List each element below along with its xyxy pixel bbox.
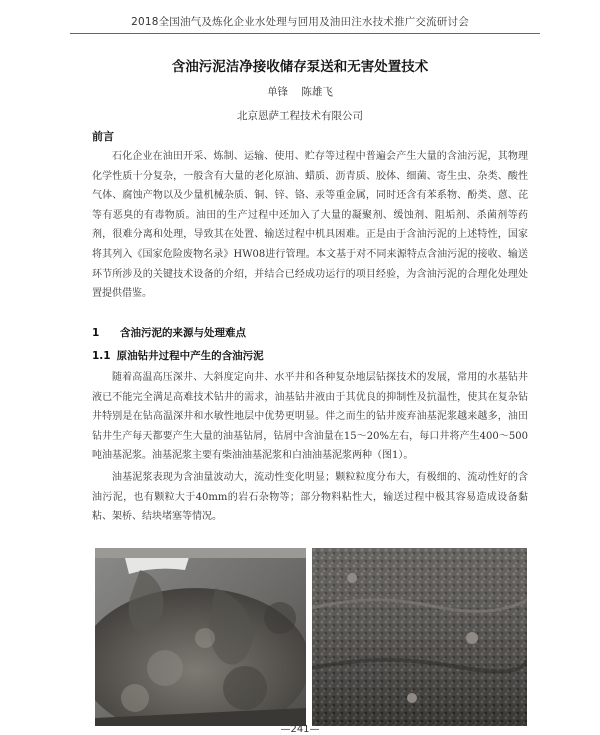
section-1-1-heading xyxy=(92,348,264,363)
section-1-heading xyxy=(92,325,246,340)
preface-heading: 前言 xyxy=(92,130,114,143)
figure-drill-cuttings xyxy=(312,548,527,726)
article-affiliation: 北京恩萨工程技术有限公司 xyxy=(237,110,363,122)
section-1-1-title: 原油钻井过程中产生的含油污泥 xyxy=(116,350,264,362)
figure-oil-sludge-tank xyxy=(95,548,306,726)
section-1-1-paragraph-1: 随着高温高压深井、大斜度定向井、水平井和各种复杂地层钻探技术的发展，常用的水基钻井液已不能完全满足高难技术钻井的需求，油基钻井液由于其优良的抑制性及抗温性，使其在复杂钻井特别是在钻高温深井和水敏性地层中优势更明显。伴之而生的钻井废弃油基泥浆越来越多，油田钻井生产每天都要产生大量的油基钻屑，钻屑中含油量在15～20%左右，每口井将产生400～500吨油基泥浆。油基泥浆主要有柴油油基泥浆和白油油基泥浆两种（图1）。 xyxy=(92,372,528,462)
section-1-number: 1 xyxy=(92,327,100,339)
section-1-1-number: 1.1 xyxy=(92,350,111,362)
preface-paragraph: 石化企业在油田开采、炼制、运输、使用、贮存等过程中普遍会产生大量的含油污泥，其物理化学性质十分复杂，一般含有大量的老化原油、蜡质、沥青质、胶体、细菌、寄生虫、杂类、酸性气体、腐蚀产物以及少量机械杂质、铜、锌、铬、汞等重金属，同时还含有苯系物、酚类、蒽、芘等有恶臭的有毒物质。油田的生产过程中还加入了大量的凝聚剂、缓蚀剂、阻垢剂、杀菌剂等药剂，很难分离和处理，导致其在处置、输送过程中机具困难。正是由于含油污泥的上述特性，国家将其列入《国家危险废物名录》HW08进行管理。本文基于对不同来源特点含油污泥的接收、输送环节所涉及的关键技术设备的介绍，并结合已经成功运行的项目经验，为含油污泥的合理化处理处置提供借鉴。 xyxy=(92,151,528,300)
running-header: 2018全国油气及炼化企业水处理与回用及油田注水技术推广交流研讨会 xyxy=(131,16,469,28)
section-1-title: 含油污泥的来源与处理难点 xyxy=(120,327,246,339)
page-number: —241— xyxy=(280,724,320,735)
header-rule xyxy=(70,33,540,34)
article-title: 含油污泥洁净接收储存泵送和无害处置技术 xyxy=(171,59,429,75)
article-authors: 单锋 陈雄飞 xyxy=(267,86,333,98)
section-1-1-paragraph-2: 油基泥浆表现为含油量波动大，流动性变化明显；颗粒粒度分布大，有极细的、流动性好的含油污泥，也有颗粒大于40mm的岩石杂物等；部分物料粘性大，输送过程中极其容易造成设备黏粘、架桥、结块堵塞等情况。 xyxy=(92,472,528,523)
